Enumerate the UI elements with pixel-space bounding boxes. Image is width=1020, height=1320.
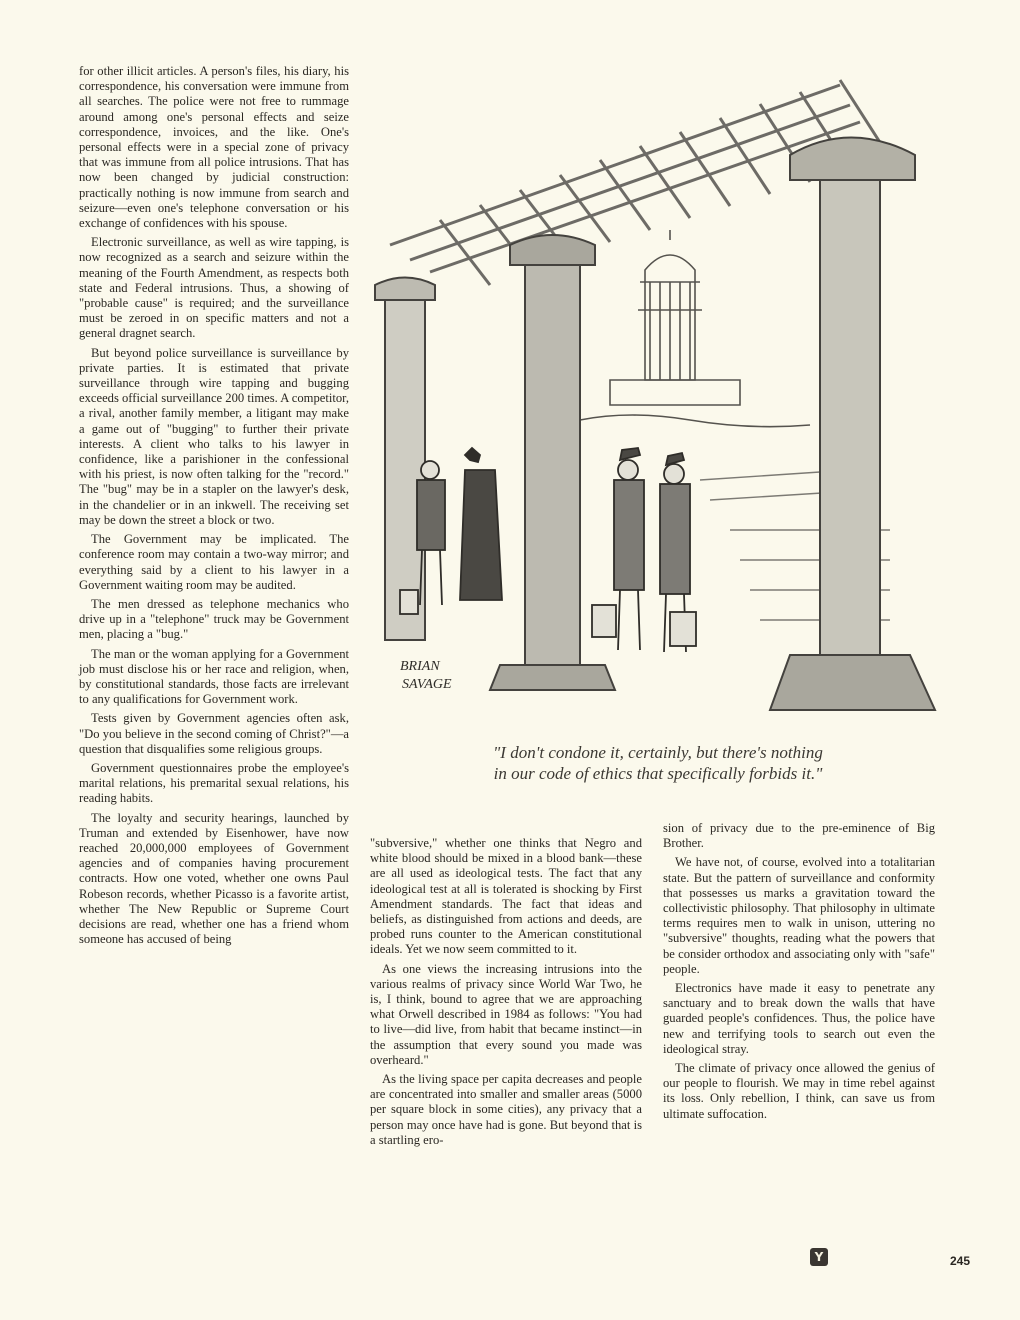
paragraph: Tests given by Government agencies often ask, "Do you believe in the second coming of Christ?"—a question that disqualifies some religious groups. <box>79 711 349 756</box>
caption-line: "I don't condone it, certainly, but there's nothing <box>493 743 823 762</box>
paragraph: Government questionnaires probe the employee's marital relations, his premarital sexual relations, his reading habits. <box>79 760 349 806</box>
caption-line: in our code of ethics that specifically forbids it." <box>493 764 823 783</box>
end-mark-icon: Y <box>810 1248 828 1266</box>
paragraph: The men dressed as telephone mechanics who drive up in a "telephone" truck may be Government men, placing a "bug." <box>79 596 349 642</box>
text-column-1 <box>79 64 349 951</box>
paragraph: Electronic surveillance, as well as wire tapping, is now recognized as a search and seizure within the meaning of the Fourth Amendment, as respects both state and Federal intrusions. Thus, a showing of "probable cause" is required; and the surveillance must be zeroed in on specific matters and not a general dragnet search. <box>79 235 349 341</box>
cartoon-caption <box>380 742 936 784</box>
paragraph: As one views the increasing intrusions into the various realms of privacy since World War Two, he is, I think, bound to agree that we are approaching what Orwell described in 1984 as follows: "You had to live—did live, from habit that became instinct—in the assumption that every sound you made was overheard." <box>370 961 642 1067</box>
paragraph: We have not, of course, evolved into a totalitarian state. But the pattern of surveillance and conformity that possesses us marks a gravitation toward the collectivistic philosophy. That philosophy in ultimate terms requires men to walk in unison, uttering no "subversive" thoughts, reading what the powers that be consider orthodox and associating only with "safe" people. <box>663 855 935 976</box>
paragraph: Electronics have made it easy to penetrate any sanctuary and to break down the walls that have guarded people's confidences. Thus, the police have new and terrifying tools to search out even the ideological stray. <box>663 981 935 1056</box>
cartoon-drawing <box>370 60 944 740</box>
paragraph: The climate of privacy once allowed the genius of our people to flourish. We may in time rebel against its loss. Only rebellion, I think, can save us from ultimate suffocation. <box>663 1061 935 1121</box>
paragraph: The man or the woman applying for a Government job must disclose his or her race and religion, when, by constitutional standards, those facts are irrelevant to any qualifications for Government work. <box>79 646 349 707</box>
text-column-3 <box>663 821 935 1126</box>
paragraph: "subversive," whether one thinks that Negro and white blood should be mixed in a blood bank—these are all used as ideological tests. The fact that any ideological test at all is tolerated is shocking by First Amendment standards. The fact that ideas and beliefs, as distinguished from actions and deeds, are probed runs counter to the American constitutional ideals. Yet we now seem committed to it. <box>370 836 642 957</box>
paragraph: But beyond police surveillance is surveillance by private parties. It is estimated that private surveillance through wire tapping and bugging exceeds official surveillance 200 times. A competitor, a rival, another family member, a litigant may make a game out of "bugging" to further their private interests. A client who talks to his lawyer in confidence, like a parishioner in the confessional with his priest, is now often talking for the "record." The "bug" may be in a stapler on the lawyer's desk, in the chandelier or in an inkwell. The receiving set may be down the street a block or two. <box>79 345 349 527</box>
cartoon-illustration <box>370 60 944 740</box>
paragraph: for other illicit articles. A person's files, his diary, his correspondence, his conversation were immune from all searches. The police were not free to rummage around among one's personal effects and seize correspondence, invoices, and the like. One's personal effects were in a special zone of privacy that was immune from all police intrusions. That has now been changed by judicial construction: practically nothing is now immune from search and seizure—even one's telephone conversation or his exchange of confidences with his spouse. <box>79 64 349 231</box>
text-column-2 <box>370 836 642 1152</box>
paragraph: The Government may be implicated. The conference room may contain a two-way mirror; and everything said by a client to his lawyer in a Government waiting room may be audited. <box>79 532 349 592</box>
cartoonist-signature-line2: SAVAGE <box>402 677 452 692</box>
paragraph: As the living space per capita decreases and people are concentrated into smaller and smaller areas (5000 per square block in some cities), any privacy that a person may once have had is gone. But beyond that is a startling ero- <box>370 1072 642 1147</box>
cartoonist-signature-line1: BRIAN <box>400 659 440 674</box>
page-number: 245 <box>950 1254 971 1268</box>
paragraph: sion of privacy due to the pre-eminence of Big Brother. <box>663 821 935 851</box>
paragraph: The loyalty and security hearings, launched by Truman and extended by Eisenhower, have now reached 20,000,000 employees of Government agencies and of companies having procurement contracts. How one voted, whether one owns Paul Robeson records, whether Picasso is a favorite artist, whether The New Republic or Supreme Court decisions are read, whether one has a friend whom someone has accused of being <box>79 810 349 947</box>
